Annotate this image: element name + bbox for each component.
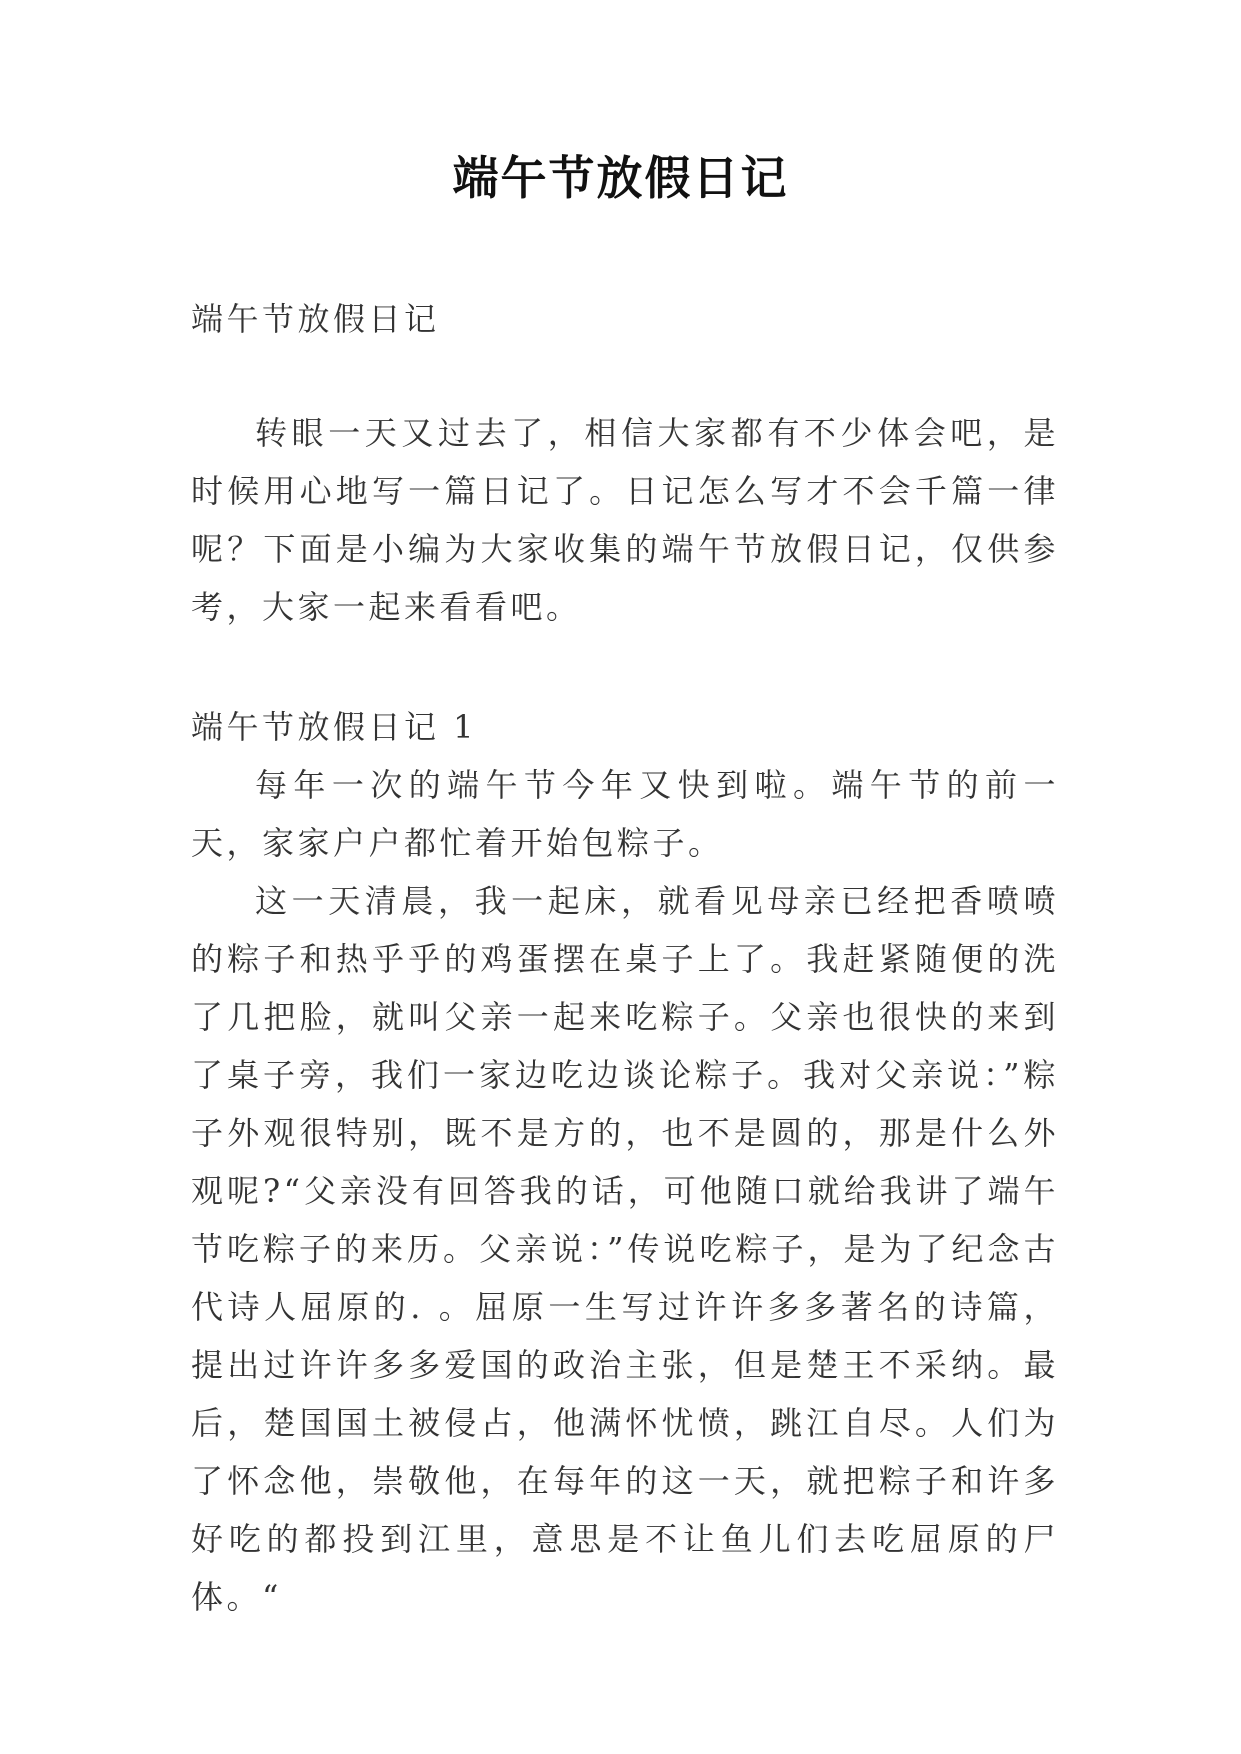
paragraph-1: 每年一次的端午节今年又快到啦。端午节的前一天，家家户户都忙着开始包粽子。 (191, 766, 1059, 862)
intro-paragraph: 转眼一天又过去了，相信大家都有不少体会吧，是时候用心地写一篇日记了。日记怎么写才不会千篇一律呢？下面是小编为大家收集的端午节放假日记，仅供参考，大家一起来看看吧。 (191, 414, 1059, 626)
intro-block (191, 404, 1059, 636)
document-subtitle (191, 290, 1059, 348)
section-heading-block (191, 698, 1059, 756)
document-title: 端午节放假日记 (452, 151, 789, 205)
paragraph-2-block (191, 872, 1059, 1626)
paragraph-1-block (191, 756, 1059, 872)
subtitle-text: 端午节放假日记 (191, 300, 440, 338)
paragraph-2: 这一天清晨，我一起床，就看见母亲已经把香喷喷的粽子和热乎乎的鸡蛋摆在桌子上了。我赶紧随便的洗了几把脸，就叫父亲一起来吃粽子。父亲也很快的来到了桌子旁，我们一家边吃边谈论粽子。我对父亲说：”粽子外观很特别，既不是方的，也不是圆的，那是什么外观呢?“父亲没有回答我的话，可他随口就给我讲了端午节吃粽子的来历。父亲说：”传说吃粽子，是为了纪念古代诗人屈原的. 。屈原一生写过许许多多著名的诗篇，提出过许许多多爱国的政治主张，但是楚王不采纳。最后，楚国国土被侵占，他满怀忧愤，跳江自尽。人们为了怀念他，崇敬他，在每年的这一天，就把粽子和许多好吃的都投到江里，意思是不让鱼儿们去吃屈原的尸体。“ (191, 882, 1059, 1616)
section-heading: 端午节放假日记 1 (191, 708, 478, 746)
